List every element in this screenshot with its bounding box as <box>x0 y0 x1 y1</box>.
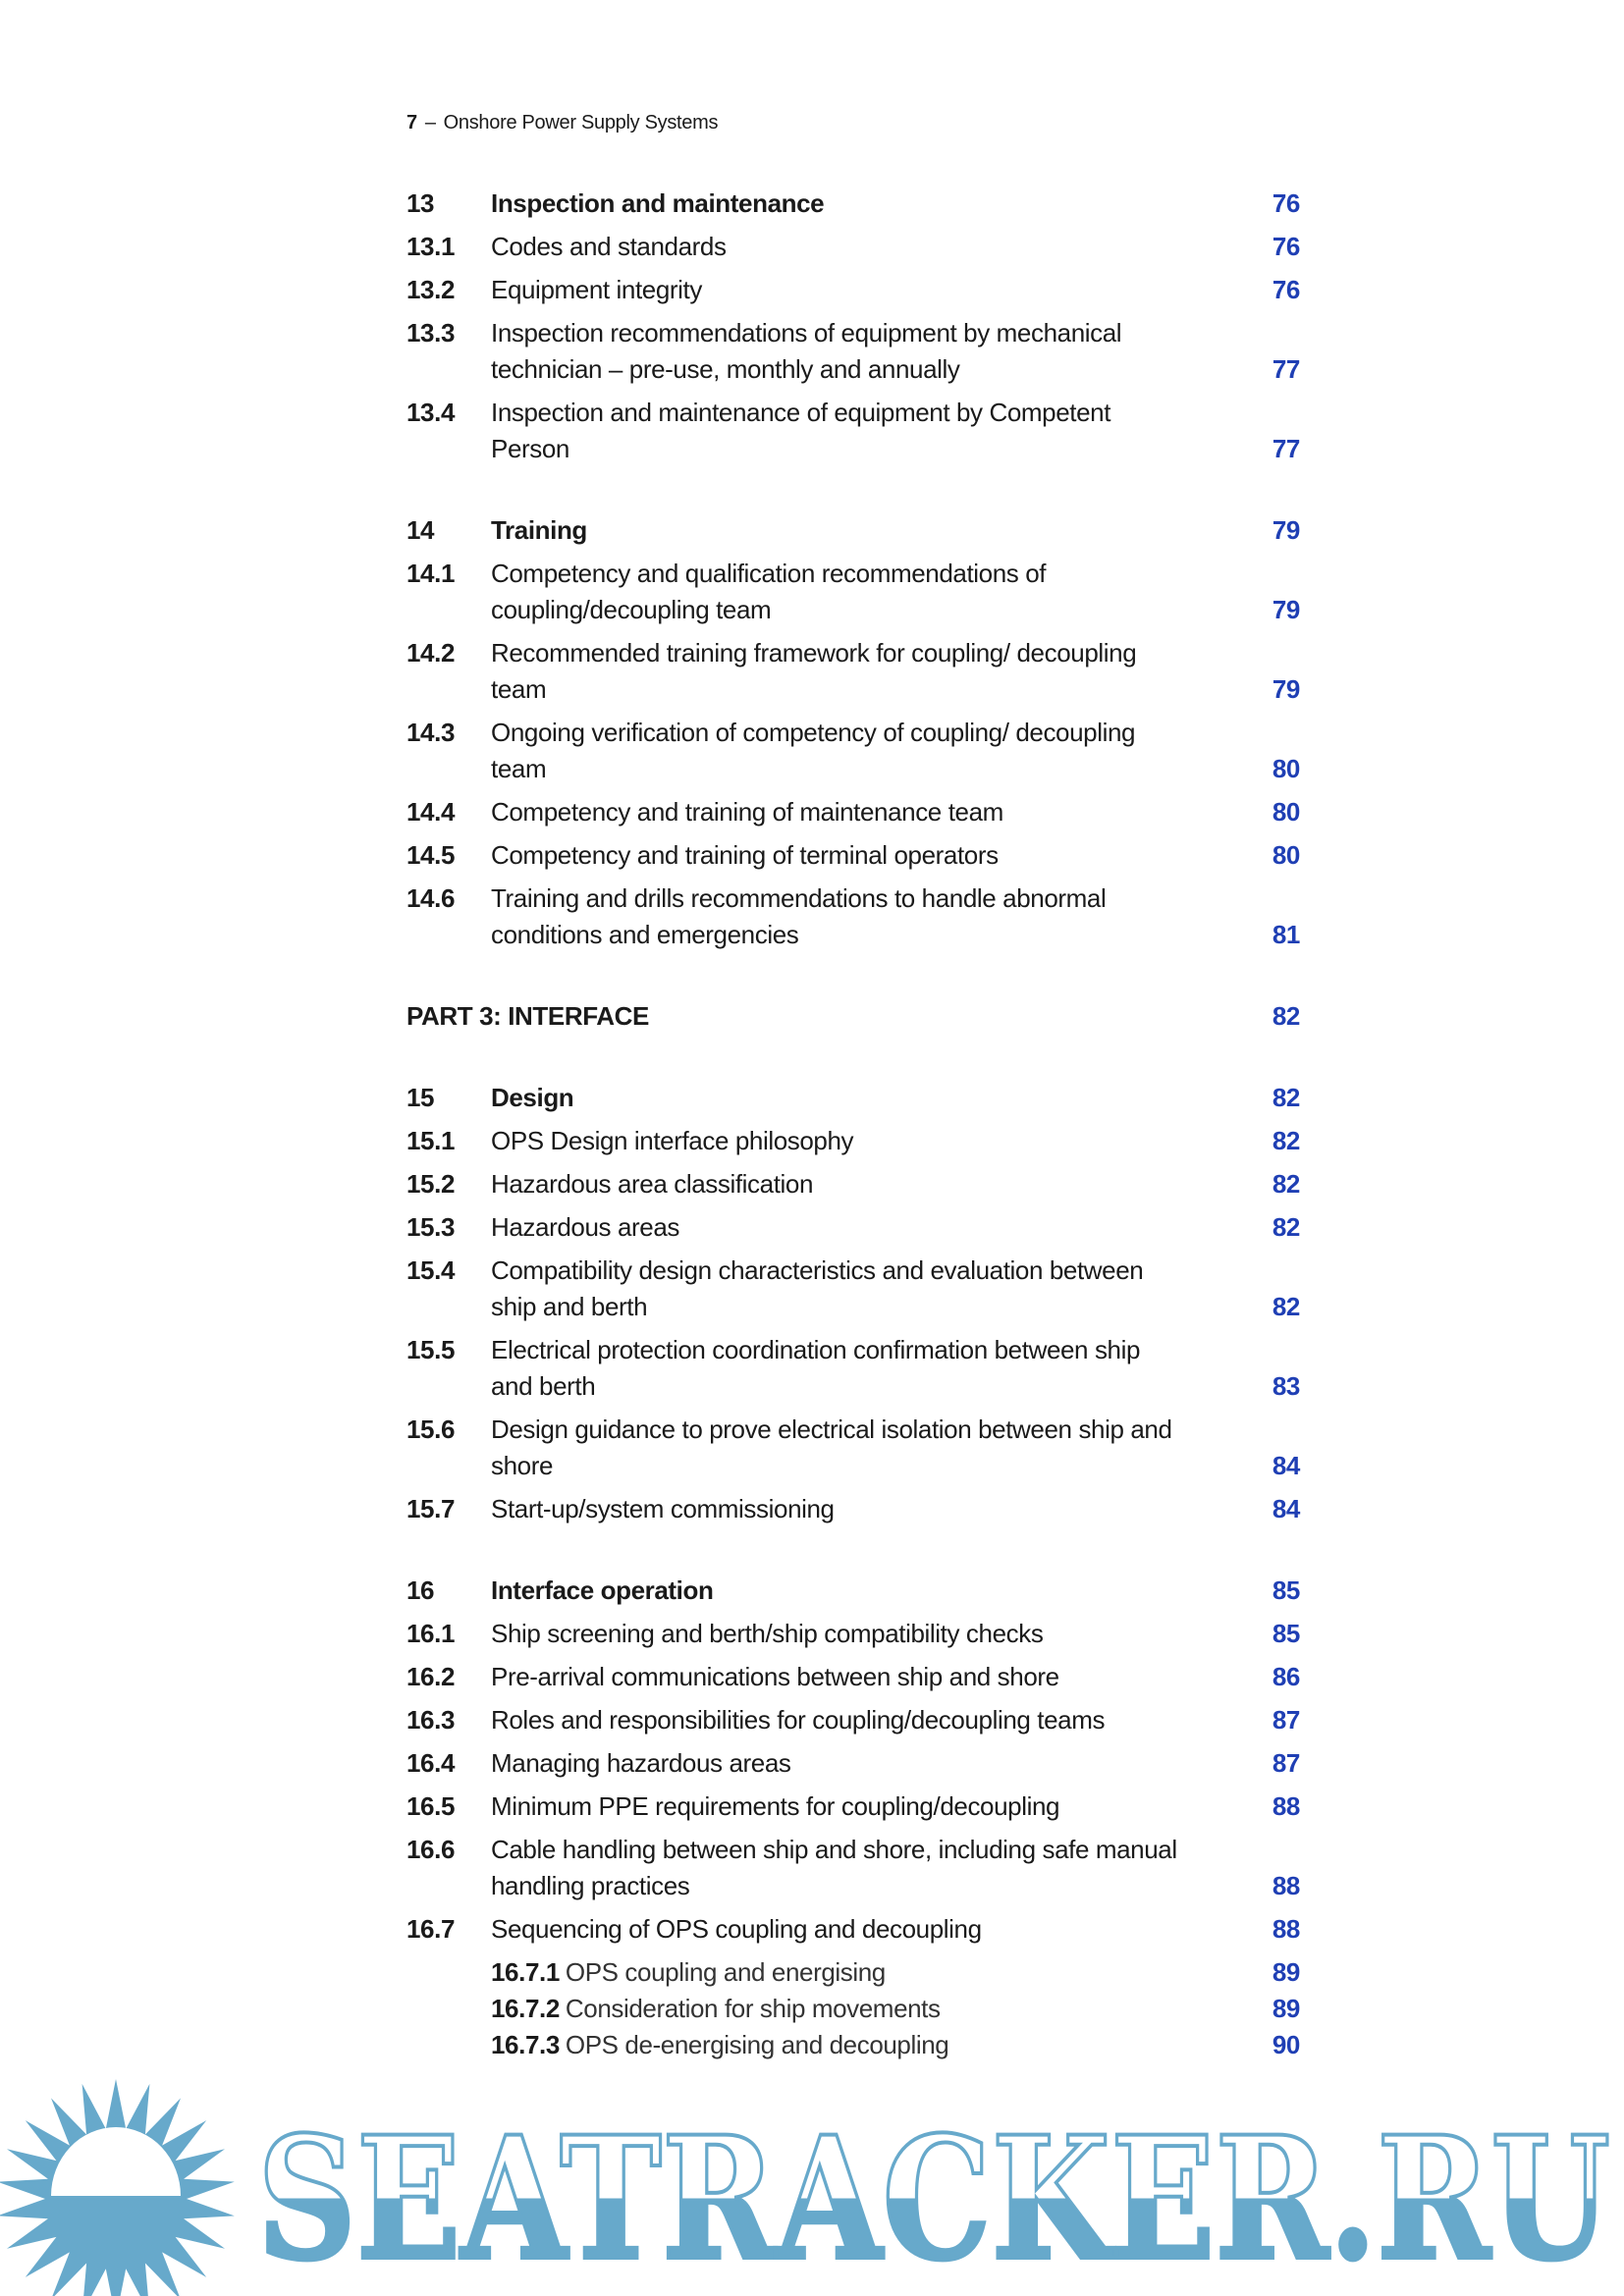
seatracker-watermark <box>0 2061 1624 2296</box>
entry-title: Competency and training of maintenance team <box>491 797 1003 827</box>
entry-title: Training and drills recommendations to handle abnormal conditions and emergencies <box>491 883 1107 949</box>
entry-title: Electrical protection coordination confirmation between ship and berth <box>491 1335 1141 1401</box>
toc-entry[interactable] <box>406 715 1300 794</box>
toc-entry[interactable] <box>406 2027 1300 2063</box>
entry-page-link[interactable]: 90 <box>1272 2030 1300 2059</box>
entry-number: 14.6 <box>406 883 456 913</box>
entry-title: Design <box>491 1083 574 1112</box>
entry-title: Compatibility design characteristics and evaluation between ship and berth <box>491 1255 1144 1321</box>
toc-chapter[interactable] <box>406 512 1300 556</box>
entry-page-link[interactable]: 87 <box>1272 1748 1300 1778</box>
header-separator: – <box>424 112 436 133</box>
entry-number: 15 <box>406 1083 435 1112</box>
entry-page-link[interactable]: 79 <box>1272 674 1300 704</box>
running-header <box>406 112 718 134</box>
entry-number: 13.3 <box>406 318 456 347</box>
toc-entry[interactable] <box>406 1745 1300 1789</box>
entry-page-link[interactable]: 79 <box>1272 595 1300 624</box>
entry-page-link[interactable]: 85 <box>1272 1575 1300 1605</box>
toc-entry[interactable] <box>406 1954 1300 1991</box>
entry-title: Inspection recommendations of equipment by mechanical technician – pre-use, monthly and annually <box>491 318 1122 384</box>
header-doc-title: Onshore Power Supply Systems <box>443 112 719 133</box>
entry-title: Ongoing verification of competency of coupling/ decoupling team <box>491 718 1136 783</box>
entry-title: Competency and qualification recommendations of coupling/decoupling team <box>491 559 1047 624</box>
entry-page-link[interactable]: 80 <box>1272 754 1300 783</box>
entry-number: 16.1 <box>406 1619 456 1648</box>
toc-entry[interactable] <box>406 1491 1300 1534</box>
entry-title: OPS Design interface philosophy <box>491 1126 854 1155</box>
toc-entry[interactable] <box>406 1832 1300 1911</box>
sun-icon <box>0 2079 235 2296</box>
entry-page-link[interactable]: 89 <box>1272 1994 1300 2023</box>
entry-number: 16.7 <box>406 1914 456 1944</box>
entry-number: 13.4 <box>406 398 456 427</box>
toc-entry[interactable] <box>406 1332 1300 1412</box>
entry-title <box>491 2027 1178 2063</box>
toc-entry[interactable] <box>406 1253 1300 1332</box>
entry-number: 15.3 <box>406 1212 456 1242</box>
toc-entry[interactable] <box>406 1702 1300 1745</box>
entry-number: 16.7.3 <box>491 2030 560 2059</box>
entry-title-text: Consideration for ship movements <box>565 1994 941 2023</box>
entry-page-link[interactable]: 88 <box>1272 1871 1300 1900</box>
entry-number: 16.7.1 <box>491 1957 560 1987</box>
entry-title-text: OPS coupling and energising <box>565 1957 886 1987</box>
toc-entry[interactable] <box>406 1659 1300 1702</box>
entry-number: 16.4 <box>406 1748 456 1778</box>
entry-title: Training <box>491 515 587 545</box>
entry-title <box>491 1991 1178 2027</box>
toc-entry[interactable] <box>406 1166 1300 1209</box>
toc-entry[interactable] <box>406 1209 1300 1253</box>
toc-entry[interactable] <box>406 315 1300 395</box>
entry-title: Interface operation <box>491 1575 714 1605</box>
entry-number: 13.1 <box>406 232 456 261</box>
entry-page-link[interactable]: 77 <box>1272 434 1300 463</box>
entry-title: Sequencing of OPS coupling and decoupling <box>491 1914 982 1944</box>
entry-number: 15.7 <box>406 1494 456 1523</box>
entry-number: 14.4 <box>406 797 456 827</box>
header-page-number: 7 <box>406 112 417 133</box>
entry-number: 16.2 <box>406 1662 456 1691</box>
toc-entry[interactable] <box>406 1123 1300 1166</box>
entry-page-link[interactable]: 82 <box>1272 1083 1300 1112</box>
entry-title: Codes and standards <box>491 232 727 261</box>
entry-page-link[interactable]: 77 <box>1272 354 1300 384</box>
toc-entry[interactable] <box>406 1616 1300 1659</box>
toc-part-heading[interactable] <box>406 998 1300 1041</box>
entry-page-link[interactable]: 82 <box>1272 1001 1300 1031</box>
entry-number: 13 <box>406 188 435 218</box>
entry-page-link[interactable]: 76 <box>1272 188 1300 218</box>
entry-page-link[interactable]: 87 <box>1272 1705 1300 1735</box>
toc-entry[interactable] <box>406 881 1300 960</box>
entry-title: Managing hazardous areas <box>491 1748 791 1778</box>
entry-number: 16.6 <box>406 1835 456 1864</box>
entry-number: 16 <box>406 1575 435 1605</box>
entry-number: 15.5 <box>406 1335 456 1364</box>
toc-entry[interactable] <box>406 837 1300 881</box>
entry-page-link[interactable]: 85 <box>1272 1619 1300 1648</box>
entry-page-link[interactable]: 89 <box>1272 1957 1300 1987</box>
entry-title: PART 3: INTERFACE <box>406 1001 649 1031</box>
toc-entry[interactable] <box>406 395 1300 474</box>
entry-page-link[interactable]: 84 <box>1272 1494 1300 1523</box>
watermark-text: SEATRACKER.RU <box>257 2099 1610 2296</box>
toc-entry[interactable] <box>406 229 1300 272</box>
entry-page-link[interactable]: 83 <box>1272 1371 1300 1401</box>
entry-page-link[interactable]: 84 <box>1272 1451 1300 1480</box>
toc-entry[interactable] <box>406 1991 1300 2027</box>
toc-entry[interactable] <box>406 635 1300 715</box>
entry-title: Hazardous areas <box>491 1212 679 1242</box>
toc-entry[interactable] <box>406 272 1300 315</box>
entry-page-link[interactable]: 80 <box>1272 840 1300 870</box>
entry-page-link[interactable]: 79 <box>1272 515 1300 545</box>
entry-page-link[interactable]: 82 <box>1272 1169 1300 1199</box>
entry-title: Minimum PPE requirements for coupling/decoupling <box>491 1791 1060 1821</box>
entry-number: 16.7.2 <box>491 1994 560 2023</box>
entry-title: Design guidance to prove electrical isolation between ship and shore <box>491 1415 1172 1480</box>
entry-title: Cable handling between ship and shore, including safe manual handling practices <box>491 1835 1177 1900</box>
toc-entry[interactable] <box>406 1412 1300 1491</box>
entry-number: 14.2 <box>406 638 456 667</box>
toc-entry[interactable] <box>406 1789 1300 1832</box>
entry-title: Recommended training framework for coupling/ decoupling team <box>491 638 1137 704</box>
toc-chapter[interactable] <box>406 1080 1300 1123</box>
toc-entry[interactable] <box>406 1911 1300 1954</box>
entry-title: Pre-arrival communications between ship and shore <box>491 1662 1059 1691</box>
entry-page-link[interactable]: 80 <box>1272 797 1300 827</box>
table-of-contents <box>406 186 1300 2063</box>
entry-number: 14.5 <box>406 840 456 870</box>
entry-title: Inspection and maintenance <box>491 188 825 218</box>
entry-number: 15.4 <box>406 1255 456 1285</box>
entry-title-text: OPS de-energising and decoupling <box>565 2030 949 2059</box>
entry-number: 16.5 <box>406 1791 456 1821</box>
entry-title: Competency and training of terminal operators <box>491 840 999 870</box>
entry-number: 15.2 <box>406 1169 456 1199</box>
entry-number: 13.2 <box>406 275 456 304</box>
entry-title <box>491 1954 1178 1991</box>
entry-page-link[interactable]: 82 <box>1272 1126 1300 1155</box>
toc-chapter[interactable] <box>406 1573 1300 1616</box>
toc-entry[interactable] <box>406 556 1300 635</box>
entry-number: 14.1 <box>406 559 456 588</box>
entry-number: 15.1 <box>406 1126 456 1155</box>
entry-title: Roles and responsibilities for coupling/decoupling teams <box>491 1705 1106 1735</box>
entry-page-link[interactable]: 88 <box>1272 1791 1300 1821</box>
entry-number: 14 <box>406 515 435 545</box>
entry-page-link[interactable]: 82 <box>1272 1212 1300 1242</box>
entry-page-link[interactable]: 81 <box>1272 920 1300 949</box>
entry-number: 14.3 <box>406 718 456 747</box>
toc-chapter[interactable] <box>406 186 1300 229</box>
entry-title: Ship screening and berth/ship compatibility checks <box>491 1619 1044 1648</box>
entry-title: Hazardous area classification <box>491 1169 814 1199</box>
entry-page-link[interactable]: 86 <box>1272 1662 1300 1691</box>
entry-title: Inspection and maintenance of equipment by Competent Person <box>491 398 1111 463</box>
entry-page-link[interactable]: 76 <box>1272 232 1300 261</box>
entry-title: Start-up/system commissioning <box>491 1494 835 1523</box>
entry-number: 16.3 <box>406 1705 456 1735</box>
toc-entry[interactable] <box>406 794 1300 837</box>
entry-page-link[interactable]: 88 <box>1272 1914 1300 1944</box>
entry-title: Equipment integrity <box>491 275 702 304</box>
entry-page-link[interactable]: 76 <box>1272 275 1300 304</box>
entry-page-link[interactable]: 82 <box>1272 1292 1300 1321</box>
entry-number: 15.6 <box>406 1415 456 1444</box>
